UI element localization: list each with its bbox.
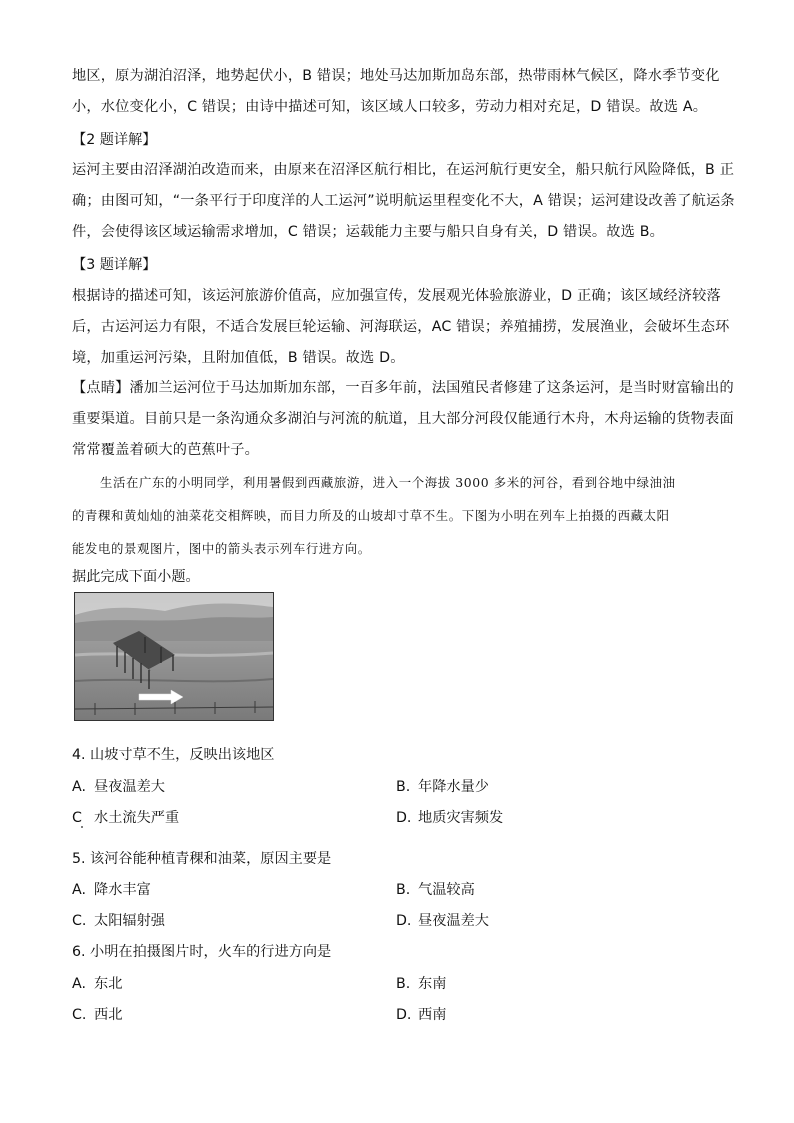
option-text: 水土流失严重 [94, 810, 180, 826]
question-4-option-d[interactable] [396, 807, 503, 827]
option-text: 东北 [94, 976, 123, 992]
question-5-option-d[interactable] [396, 910, 489, 930]
option-letter: B. [396, 882, 411, 898]
text-line: 【点睛】潘加兰运河位于马达加斯加东部，一百多年前，法国殖民者修建了这条运河，是当时财富输出的 [72, 380, 734, 396]
question-6-option-d[interactable] [396, 1004, 446, 1024]
option-text: 昼夜温差大 [94, 779, 165, 795]
option-text: 年降水量少 [418, 779, 489, 795]
stray-mark [81, 826, 83, 828]
text-line: 运河主要由沼泽湖泊改造而来，由原来在沼泽区航行相比，在运河航行更安全，船只航行风险降低，B 正 [72, 162, 735, 178]
text-line: 后，古运河运力有限，不适合发展巨轮运输、河海联运，AC 错误；养殖捕捞，发展渔业，会破坏生态环 [72, 319, 730, 335]
question-6-option-c[interactable] [72, 1004, 122, 1024]
photo-illustration [75, 593, 273, 720]
question-5-option-b[interactable] [396, 879, 475, 899]
option-letter: C. [72, 913, 87, 929]
question-4-stem: 4. 山坡寸草不生，反映出该地区 [72, 747, 275, 763]
text-line: 重要渠道。目前只是一条沟通众多湖泊与河流的航道，且大部分河段仅能通行木舟，木舟运输的货物表面 [72, 411, 734, 427]
option-letter: D. [396, 1007, 412, 1023]
option-text: 西南 [418, 1007, 447, 1023]
text-line: 确；由图可知，“一条平行于印度洋的人工运河”说明航运里程变化不大，A 错误；运河建设改善了航运条 [72, 193, 735, 209]
option-text: 降水丰富 [94, 882, 151, 898]
option-letter: D. [396, 913, 412, 929]
text-line: 能发电的景观图片，图中的箭头表示列车行进方向。 [72, 541, 371, 556]
section-heading-2: 【2 题详解】 [72, 132, 157, 148]
text-line: 地区，原为湖泊沼泽，地势起伏小，B 错误；地处马达加斯加岛东部，热带雨林气候区，降水季节变化 [72, 68, 720, 84]
option-letter: C [72, 810, 82, 826]
key-points-note [72, 373, 734, 466]
answer-explanation-3 [72, 281, 730, 374]
text-line: 境，加重运河污染，且附加值低，B 错误。故选 D。 [72, 350, 405, 366]
question-4-option-a[interactable] [72, 776, 165, 796]
text-line: 生活在广东的小明同学，利用暑假到西藏旅游，进入一个海拔 3000 多米的河谷，看到谷地中绿油油 [100, 475, 676, 490]
option-letter: B. [396, 976, 411, 992]
option-letter: A. [72, 779, 86, 795]
text-line: 常常覆盖着硕大的芭蕉叶子。 [72, 442, 260, 458]
text-line: 小，水位变化小，C 错误；由诗中描述可知，该区域人口较多，劳动力相对充足，D 错误。故选 A。 [72, 99, 708, 115]
material-intro [72, 466, 732, 565]
text-line: 件，会使得该区域运输需求增加，C 错误；运载能力主要与船只自身有关，D 错误。故选 B。 [72, 224, 665, 240]
question-6-option-a[interactable] [72, 973, 122, 993]
option-letter: C. [72, 1007, 87, 1023]
question-6-stem: 6. 小明在拍摄图片时，火车的行进方向是 [72, 944, 332, 960]
question-5-option-c[interactable] [72, 910, 165, 930]
option-text: 东南 [418, 976, 447, 992]
option-text: 地质灾害频发 [418, 810, 504, 826]
solar-landscape-photo [74, 592, 274, 721]
option-text: 太阳辐射强 [94, 913, 165, 929]
option-text: 昼夜温差大 [418, 913, 489, 929]
text-line: 的青稞和黄灿灿的油菜花交相辉映，而目力所及的山坡却寸草不生。下图为小明在列车上拍摄的西藏太阳 [72, 508, 670, 523]
question-6-option-b[interactable] [396, 973, 446, 993]
text-line: 根据诗的描述可知，该运河旅游价值高，应加强宣传，发展观光体验旅游业，D 正确；该区域经济较落 [72, 288, 721, 304]
instruction: 据此完成下面小题。 [72, 569, 200, 585]
answer-explanation-2 [72, 155, 735, 248]
question-4-option-c[interactable] [72, 807, 179, 827]
option-letter: A. [72, 882, 86, 898]
question-5-stem: 5. 该河谷能种植青稞和油菜，原因主要是 [72, 851, 332, 867]
question-4-option-b[interactable] [396, 776, 489, 796]
question-5-option-a[interactable] [72, 879, 151, 899]
option-letter: D. [396, 810, 412, 826]
answer-explanation-1-continued [72, 61, 722, 123]
option-letter: A. [72, 976, 86, 992]
option-text: 气温较高 [418, 882, 475, 898]
option-letter: B. [396, 779, 411, 795]
section-heading-3: 【3 题详解】 [72, 257, 157, 273]
option-text: 西北 [94, 1007, 123, 1023]
